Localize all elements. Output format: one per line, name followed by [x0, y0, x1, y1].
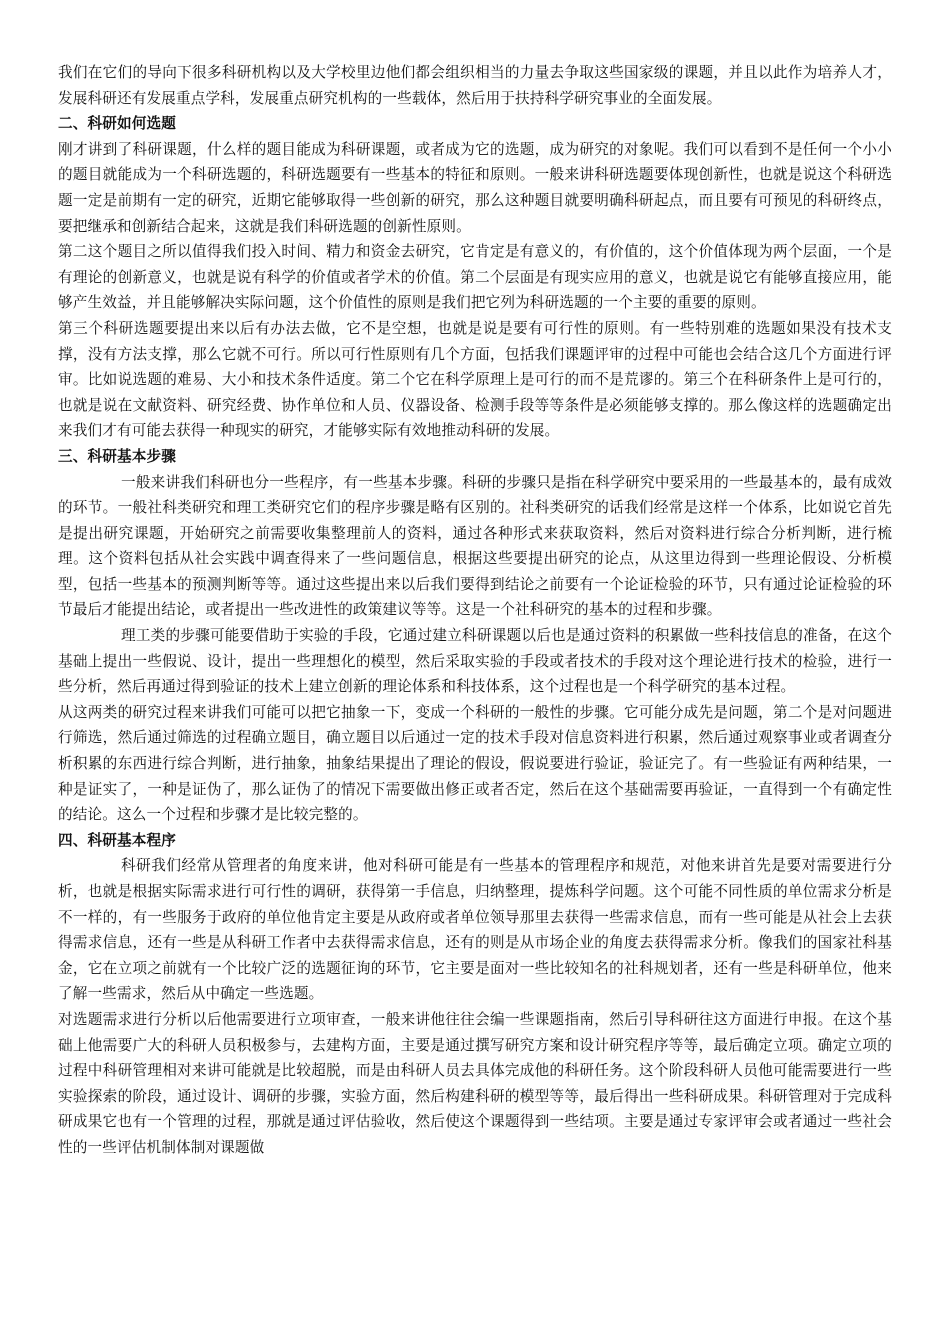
paragraph-engineering-steps: 理工类的步骤可能要借助于实验的手段，它通过建立科研课题以后也是通过资料的积累做一些科技信息的准备，在这个基础上提出一些假说、设计，提出一些理想化的模型，然后采取实验的手段或者技术的手段对这个理论进行技术的检验，进行一些分析，然后再通过得到验证的技术上建立创新的理论体系和科技体系，这个过程也是一个科学研究的基本过程。: [58, 627, 892, 696]
paragraph-project-approval: 对选题需求进行分析以后他需要进行立项审查，一般来讲他往往会编一些课题指南，然后引导科研往这方面进行申报。在这个基础上他需要广大的科研人员积极参与，去建构方面，主要是通过撰写研究方案和设计研究程序等等，最后确定立项。确定立项的过程中科研管理相对来讲可能就是比较超脱，而是由科研人员去具体完成他的科研任务。这个阶段科研人员他可能需要进行一些实验探索的阶段，通过设计、调研的步骤，实验方面，然后构建科研的模型等等，最后得出一些科研成果。科研管理对于完成科研成果它也有一个管理的过程，那就是通过评估验收，然后使这个课题得到一些结项。主要是通过专家评审会或者通过一些社会性的一些评估机制体制对课题做: [58, 1010, 892, 1156]
paragraph-general-steps: 从这两类的研究过程来讲我们可能可以把它抽象一下，变成一个科研的一般性的步骤。它可能分成先是问题，第二个是对问题进行筛选，然后通过筛选的过程确立题目，确立题目以后通过一定的技术手段对信息资料进行积累，然后通过观察事业或者调查分析积累的东西进行综合判断，进行抽象，抽象结果提出了理论的假设，假说要进行验证，验证完了。有一些验证有两种结果，一种是证实了，一种是证伪了，那么证伪了的情况下需要做出修正或者否定，然后在这个基础需要再验证，一直得到一个有确定性的结论。这么一个过程和步骤才是比较完整的。: [58, 703, 892, 824]
paragraph-needs-analysis: 科研我们经常从管理者的角度来讲，他对科研可能是有一些基本的管理程序和规范，对他来讲首先是要对需要进行分析，也就是根据实际需求进行可行性的调研，获得第一手信息，归纳整理，提炼科学问题。这个可能不同性质的单位需求分析是不一样的，有一些服务于政府的单位他肯定主要是从政府或者单位领导那里去获得一些需求信息，而有一些可能是从社会上去获得需求信息，还有一些是从科研工作者中去获得需求信息，还有的则是从市场企业的角度去获得需求分析。像我们的国家社科基金，它在立项之前就有一个比较广泛的选题征询的环节，它主要是面对一些比较知名的社科规划者，还有一些是科研单位，他来了解一些需求，然后从中确定一些选题。: [58, 857, 892, 1003]
paragraph-topic-innovation: 刚才讲到了科研课题，什么样的题目能成为科研课题，或者成为它的选题，成为研究的对象呢。我们可以看到不是任何一个小小的题目就能成为一个科研选题的，科研选题要有一些基本的特征和原则。一般来讲科研选题要体现创新性，也就是说这个科研选题一定是前期有一定的研究，近期它能够取得一些创新的研究，那么这种题目就要明确科研起点，而且要有可预见的科研终点，要把继承和创新结合起来，这就是我们科研选题的创新性原则。: [58, 140, 892, 235]
paragraph-topic-feasibility: 第三个科研选题要提出来以后有办法去做，它不是空想，也就是说是要有可行性的原则。有一些特别难的选题如果没有技术支撑，没有方法支撑，那么它就不可行。所以可行性原则有几个方面，包括我们课题评审的过程中可能也会结合这几个方面进行评审。比如说选题的难易、大小和技术条件适度。第二个它在科学原理上是可行的而不是荒谬的。第三个在科研条件上是可行的，也就是说在文献资料、研究经费、协作单位和人员、仪器设备、检测手段等等条件是必须能够支撑的。那么像这样的选题确定出来我们才有可能去获得一种现实的研究，才能够实际有效地推动科研的发展。: [58, 319, 892, 440]
section-heading-2: 二、科研如何选题: [58, 115, 176, 133]
paragraph-social-science-steps: 一般来讲我们科研也分一些程序，有一些基本步骤。科研的步骤只是指在科学研究中要采用的一些最基本的，最有成效的环节。一般社科类研究和理工类研究它们的程序步骤是略有区别的。社科类研究的话我们经常是这样一个体系，比如说它首先是提出研究课题，开始研究之前需要收集整理前人的资料，通过各种形式来获取资料，然后对资料进行综合分析判断，进行梳理。这个资料包括从社会实践中调查得来了一些问题信息，根据这些要提出研究的论点，从这里边得到一些理论假设、分析模型，包括一些基本的预测判断等等。通过这些提出来以后我们要得到结论之前要有一个论证检验的环节，只有通过论证检验的环节最后才能提出结论，或者提出一些改进性的政策建议等等。这是一个社科研究的基本的过程和步骤。: [58, 473, 892, 619]
paragraph-topic-value: 第二这个题目之所以值得我们投入时间、精力和资金去研究，它肯定是有意义的，有价值的，这个价值体现为两个层面，一个是有理论的创新意义，也就是说有科学的价值或者学术的价值。第二个层面是有现实应用的意义，也就是说它有能够直接应用，能够产生效益，并且能够解决实际问题，这个价值性的原则是我们把它列为科研选题的一个主要的重要的原则。: [58, 243, 892, 312]
paragraph-intro: 我们在它们的导向下很多科研机构以及大学校里边他们都会组织相当的力量去争取这些国家级的课题，并且以此作为培养人才，发展科研还有发展重点学科，发展重点研究机构的一些载体，然后用于扶持科学研究事业的全面发展。: [58, 64, 892, 107]
section-heading-4: 四、科研基本程序: [58, 831, 176, 849]
document-page: [58, 60, 892, 1161]
section-heading-3: 三、科研基本步骤: [58, 447, 176, 465]
